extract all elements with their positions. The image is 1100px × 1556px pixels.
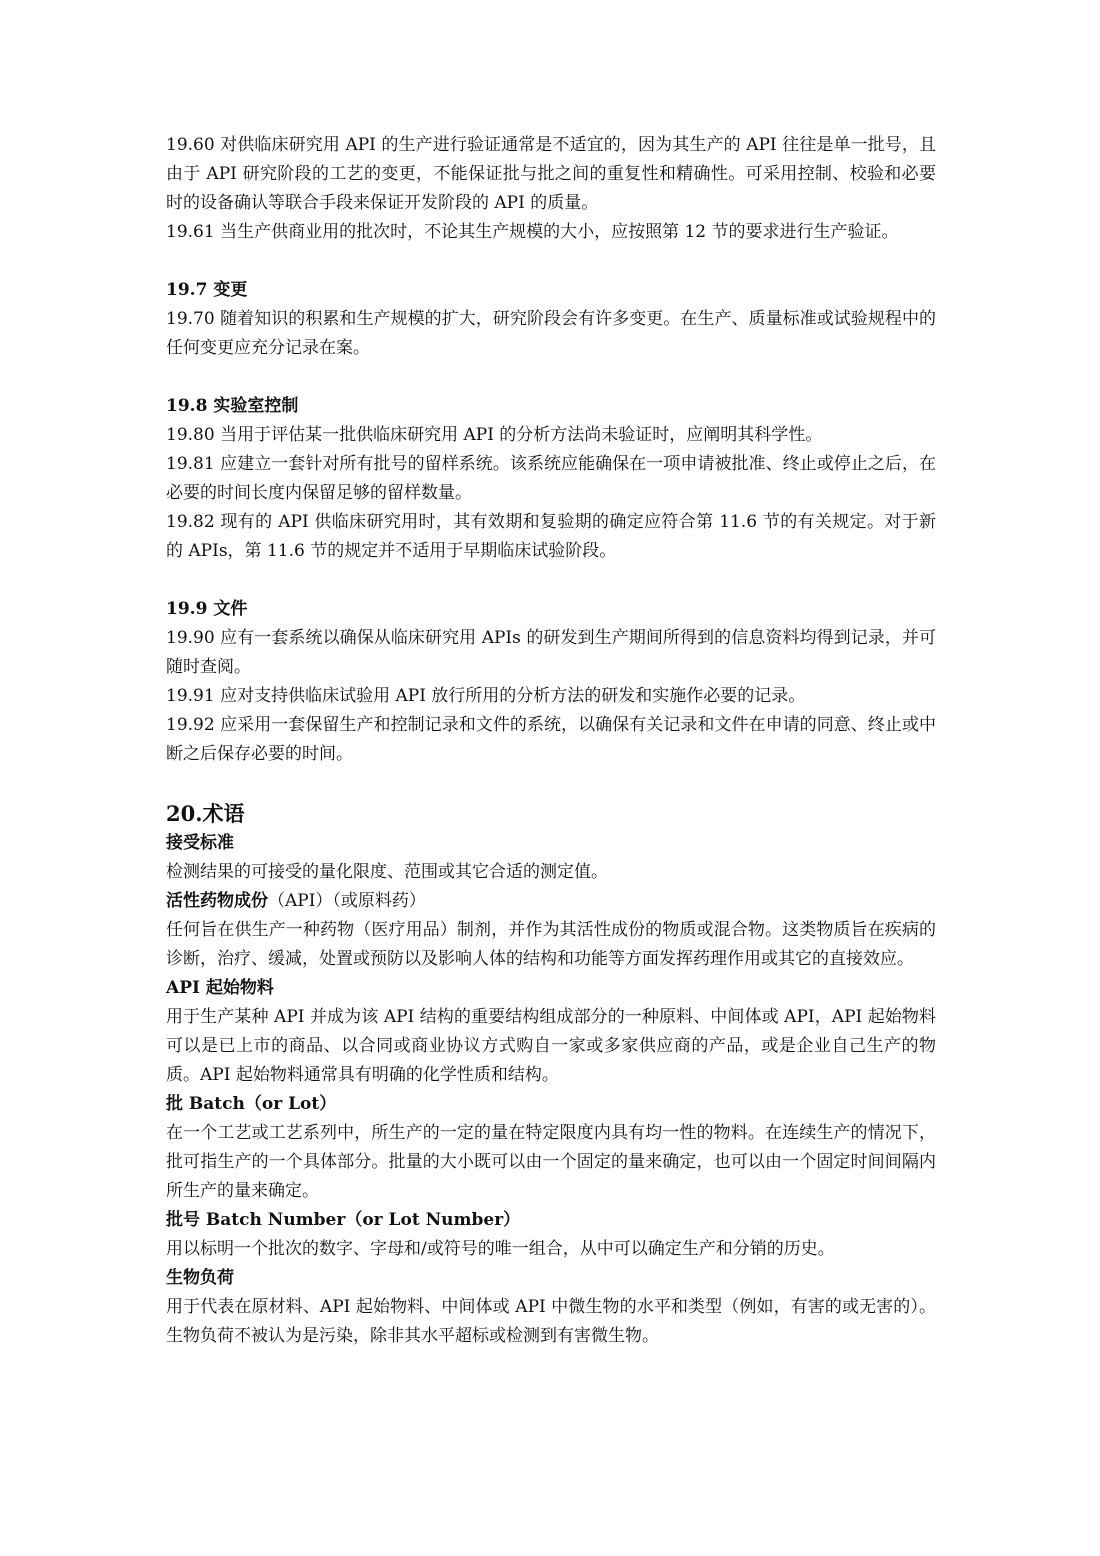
- definition-acceptance-criteria: 检测结果的可接受的量化限度、范围或其它合适的测定值。: [166, 862, 608, 882]
- paragraph-19-60: 19.60 对供临床研究用 API 的生产进行验证通常是不适宜的，因为其生产的 API 往往是单一批号，且由于 API 研究阶段的工艺的变更，不能保证批与批之间的重复性和精确性。可采用控制、校验和必要时的设备确认等联合手段来保证开发阶段的 API 的质量。: [166, 135, 936, 213]
- heading-20: 20.术语: [166, 801, 245, 826]
- paragraph-19-70: 19.70 随着知识的积累和生产规模的扩大，研究阶段会有许多变更。在生产、质量标准或试验规程中的任何变更应充分记录在案。: [166, 309, 936, 358]
- paragraph-19-81: 19.81 应建立一套针对所有批号的留样系统。该系统应能确保在一项申请被批准、终止或停止之后，在必要的时间长度内保留足够的留样数量。: [166, 454, 936, 503]
- heading-19-9: 19.9 文件: [166, 599, 248, 619]
- term-label: 活性药物成份: [166, 891, 268, 911]
- definition-bioburden: 用于代表在原材料、API 起始物料、中间体或 API 中微生物的水平和类型（例如，有害的或无害的）。生物负荷不被认为是污染，除非其水平超标或检测到有害微生物。: [166, 1297, 936, 1346]
- term-batch-number: [166, 1206, 936, 1235]
- term-label: API 起始物料: [166, 978, 274, 998]
- paragraph-19-80: 19.80 当用于评估某一批供临床研究用 API 的分析方法尚未验证时，应阐明其科学性。: [166, 425, 823, 445]
- definition-batch: 在一个工艺或工艺系列中，所生产的一定的量在特定限度内具有均一性的物料。在连续生产的情况下，批可指生产的一个具体部分。批量的大小既可以由一个固定的量来确定，也可以由一个固定时间间隔内所生产的量来确定。: [166, 1123, 936, 1201]
- term-api-starting-material: [166, 974, 936, 1003]
- term-batch: [166, 1090, 936, 1119]
- term-api: [166, 887, 936, 916]
- spacer: [166, 247, 936, 276]
- paragraph-19-92: 19.92 应采用一套保留生产和控制记录和文件的系统，以确保有关记录和文件在申请的同意、终止或中断之后保存必要的时间。: [166, 715, 936, 764]
- spacer: [166, 363, 936, 392]
- definition-api-starting-material: 用于生产某种 API 并成为该 API 结构的重要结构组成部分的一种原料、中间体或 API，API 起始物料可以是已上市的商品、以合同或商业协议方式购自一家或多家供应商的产品，或是企业自己生产的物质。API 起始物料通常具有明确的化学性质和结构。: [166, 1007, 936, 1085]
- term-label: 批号 Batch Number（or Lot Number）: [166, 1210, 521, 1230]
- heading-19-7: 19.7 变更: [166, 280, 248, 300]
- spacer: [166, 769, 936, 798]
- definition-api: 任何旨在供生产一种药物（医疗用品）制剂，并作为其活性成份的物质或混合物。这类物质旨在疾病的诊断，治疗、缓减，处置或预防以及影响人体的结构和功能等方面发挥药理作用或其它的直接效应。: [166, 920, 936, 969]
- spacer: [166, 566, 936, 595]
- term-label: 批 Batch（or Lot）: [166, 1094, 337, 1114]
- term-label: 接受标准: [166, 833, 234, 853]
- paragraph-19-91: 19.91 应对支持供临床试验用 API 放行所用的分析方法的研发和实施作必要的记录。: [166, 686, 806, 706]
- paragraph-19-82: 19.82 现有的 API 供临床研究用时，其有效期和复验期的确定应符合第 11.6 节的有关规定。对于新的 APIs，第 11.6 节的规定并不适用于早期临床试验阶段。: [166, 512, 936, 561]
- term-acceptance-criteria: [166, 829, 936, 858]
- term-extra: （API）（或原料药）: [268, 891, 426, 911]
- definition-batch-number: 用以标明一个批次的数字、字母和/或符号的唯一组合，从中可以确定生产和分销的历史。: [166, 1239, 835, 1259]
- document-page: [166, 131, 936, 1351]
- paragraph-19-61: 19.61 当生产供商业用的批次时，不论其生产规模的大小，应按照第 12 节的要求进行生产验证。: [166, 222, 899, 242]
- term-label: 生物负荷: [166, 1268, 234, 1288]
- paragraph-19-90: 19.90 应有一套系统以确保从临床研究用 APIs 的研发到生产期间所得到的信息资料均得到记录，并可随时查阅。: [166, 628, 936, 677]
- term-bioburden: [166, 1264, 936, 1293]
- heading-19-8: 19.8 实验室控制: [166, 396, 299, 416]
